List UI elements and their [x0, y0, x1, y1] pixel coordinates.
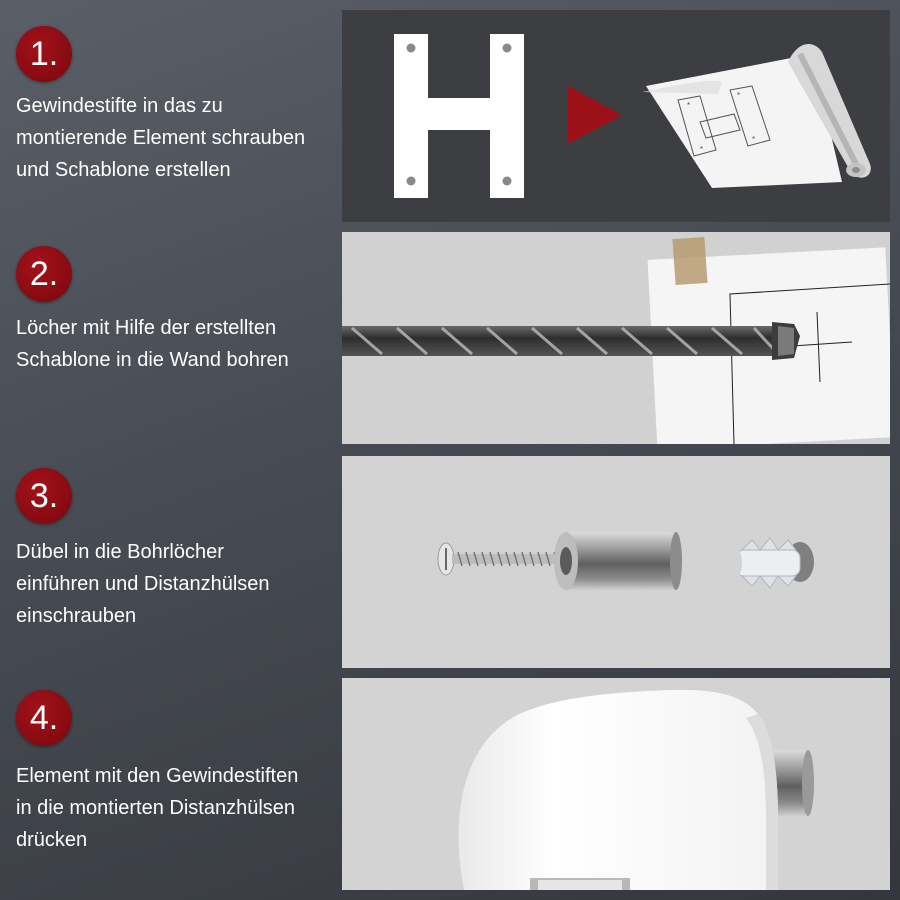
- step-illustration: [342, 232, 890, 444]
- arrow-right-icon: [568, 86, 622, 144]
- step-number-badge: 4.: [16, 690, 72, 746]
- paper-template-icon: [642, 44, 871, 188]
- desc-line: in die montierten Distanzhülsen: [16, 797, 296, 819]
- desc-line: Gewindestifte in das zu: [16, 95, 223, 117]
- step-number-badge: 1.: [16, 26, 72, 82]
- desc-line: und Schablone erstellen: [16, 159, 231, 181]
- desc-line: Dübel in die Bohrlöcher: [16, 541, 224, 563]
- svg-text:*: *: [737, 91, 741, 100]
- step-number-badge: 3.: [16, 468, 72, 524]
- desc-line: Löcher mit Hilfe der erstellten: [16, 317, 277, 339]
- step-description: [16, 536, 341, 632]
- spacer-sleeve-icon: [554, 532, 682, 590]
- step-number-badge: 2.: [16, 246, 72, 302]
- desc-line: drücken: [16, 829, 88, 851]
- step-description: [16, 90, 341, 186]
- step-illustration: [342, 10, 890, 222]
- drill-bit-icon: [342, 322, 800, 360]
- desc-line: Element mit den Gewindestiften: [16, 765, 299, 787]
- desc-line: montierende Element schrauben: [16, 127, 306, 149]
- step-illustration: [342, 678, 890, 890]
- desc-line: Schablone in die Wand bohren: [16, 349, 289, 371]
- step-description: [16, 312, 341, 376]
- step-illustration: [342, 456, 890, 668]
- svg-text:*: *: [752, 135, 756, 144]
- desc-line: einführen und Distanzhülsen: [16, 573, 270, 595]
- svg-text:*: *: [700, 145, 704, 154]
- step-description: [16, 760, 341, 856]
- wall-plug-icon: [734, 538, 814, 588]
- desc-line: einschrauben: [16, 605, 137, 627]
- tape-icon: [672, 237, 707, 285]
- svg-text:*: *: [687, 101, 691, 110]
- h-bracket-icon: [394, 34, 524, 198]
